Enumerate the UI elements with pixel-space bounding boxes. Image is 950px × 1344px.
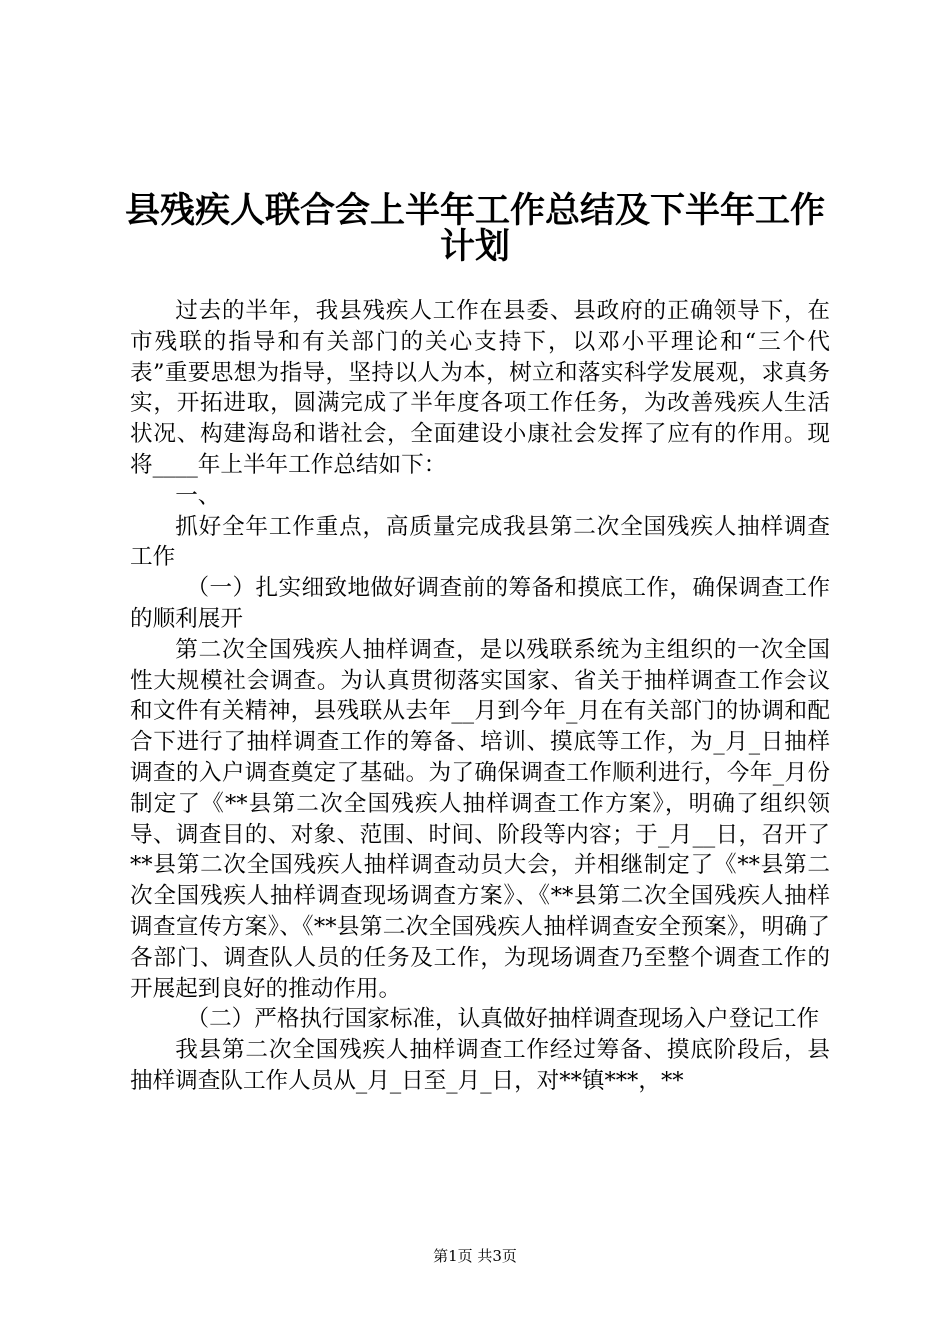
subsection-heading-1: （一）扎实细致地做好调查前的筹备和摸底工作，确保调查工作的顺利展开 xyxy=(130,575,830,632)
section-heading: 抓好全年工作重点，高质量完成我县第二次全国残疾人抽样调查工作 xyxy=(130,513,830,571)
section-number: 一、 xyxy=(175,482,221,509)
paragraph-intro: 过去的半年，我县残疾人工作在县委、县政府的正确领导下，在市残联的指导和有关部门的关心支持下，以邓小平理论和“三个代表”重要思想为指导，坚持以人为本，树立和落实科学发展观，求真务实，开拓进取，圆满完成了半年度各项工作任务，为改善残疾人生活状况、构建海岛和谐社会，全面建设小康社会发挥了应有的作用。现将____年上半年工作总结如下： xyxy=(130,298,830,478)
subsection-heading-2: （二）严格执行国家标准，认真做好抽样调查现场入户登记工作 xyxy=(186,1006,820,1033)
document-title-line-1: 县残疾人联合会上半年工作总结及下半年工作 xyxy=(124,191,825,231)
page-footer: 第1页 共3页 xyxy=(433,1247,517,1265)
document-body xyxy=(130,296,830,1097)
document-title-line-2: 计划 xyxy=(439,227,510,267)
paragraph-survey-registration: 我县第二次全国残疾人抽样调查工作经过筹备、摸底阶段后，县抽样调查队工作人员从_月_日至_月_日，对**镇***，** xyxy=(130,1037,830,1094)
paragraph-survey-preparation: 第二次全国残疾人抽样调查，是以残联系统为主组织的一次全国性大规模社会调查。为认真贯彻落实国家、省关于抽样调查工作会议和文件有关精神，县残联从去年__月到今年_月在有关部门的协调和配合下进行了抽样调查工作的筹备、培训、摸底等工作，为_月_日抽样调查的入户调查奠定了基础。为了确保调查工作顺利进行，今年_月份制定了《**县第二次全国残疾人抽样调查工作方案》，明确了组织领导、调查目的、对象、范围、时间、阶段等内容；于_月__日，召开了**县第二次全国残疾人抽样调查动员大会，并相继制定了《**县第二次全国残疾人抽样调查现场调查方案》、《**县第二次全国残疾人抽样调查宣传方案》、《**县第二次全国残疾人抽样调查安全预案》，明确了各部门、调查队人员的任务及工作，为现场调查乃至整个调查工作的开展起到良好的推动作用。 xyxy=(130,636,830,1002)
